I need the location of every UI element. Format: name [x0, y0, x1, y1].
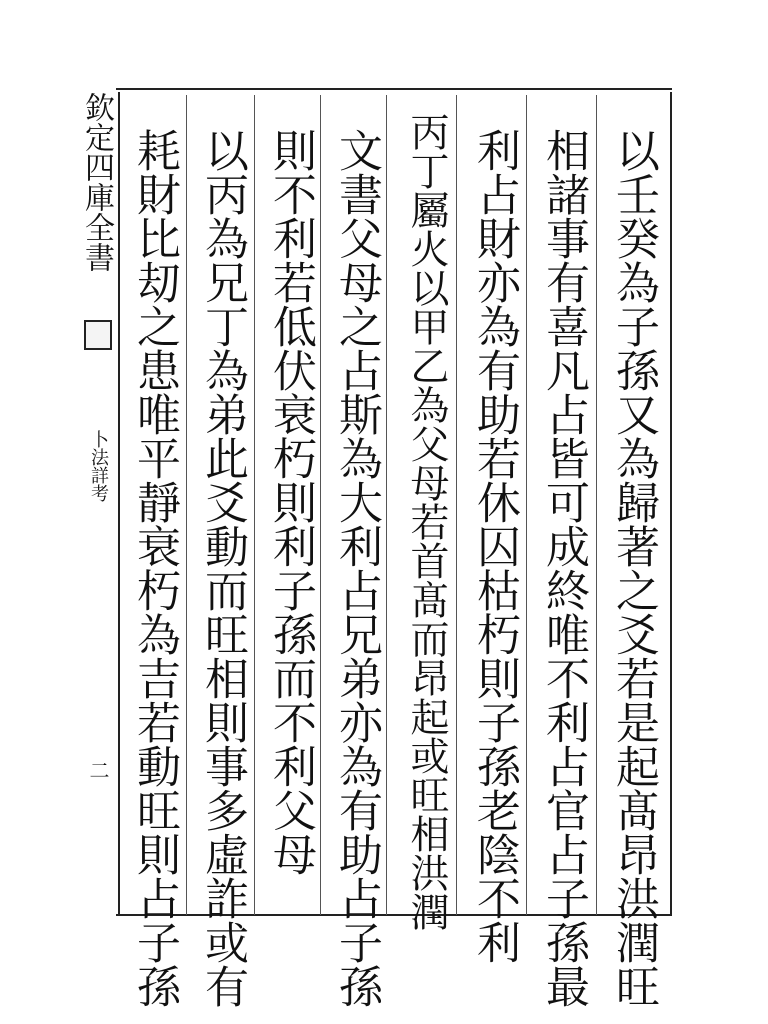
column-divider: [596, 95, 597, 915]
column-divider: [386, 95, 387, 915]
text-column-6: 則不利若低伏衰朽則利子孫而不利父母: [265, 128, 316, 876]
column-divider: [186, 95, 187, 915]
margin-book-title: 卜法詳考: [88, 430, 109, 502]
column-divider: [320, 95, 321, 915]
text-column-4: 丙丁屬火以甲乙為父母若首髙而昂起或旺相洪潤: [404, 112, 449, 931]
text-column-3: 利占財亦為有助若休囚枯朽則子孫老陰不利: [469, 128, 520, 964]
column-divider: [254, 95, 255, 915]
text-column-8: 耗財比刧之患唯平靜衰朽為吉若動旺則占子孫: [129, 128, 180, 1008]
top-border: [116, 88, 672, 90]
text-column-5: 文書父母之占斯為大利占兄弟亦為有助占子孫: [331, 128, 382, 1008]
section-mark: [84, 320, 112, 350]
column-divider: [526, 95, 527, 915]
page-number: 二: [86, 760, 110, 780]
margin-heading: 欽定四庫全書: [79, 92, 114, 272]
column-divider: [456, 95, 457, 915]
text-column-7: 以丙為兄丁為弟此爻動而旺相則事多虛詐或有: [197, 128, 248, 1008]
text-column-1: 以壬癸為子孫又為歸著之爻若是起髙昂洪潤旺: [608, 128, 659, 1008]
text-column-2: 相諸事有喜凡占皆可成終唯不利占官占子孫最: [538, 128, 589, 1008]
